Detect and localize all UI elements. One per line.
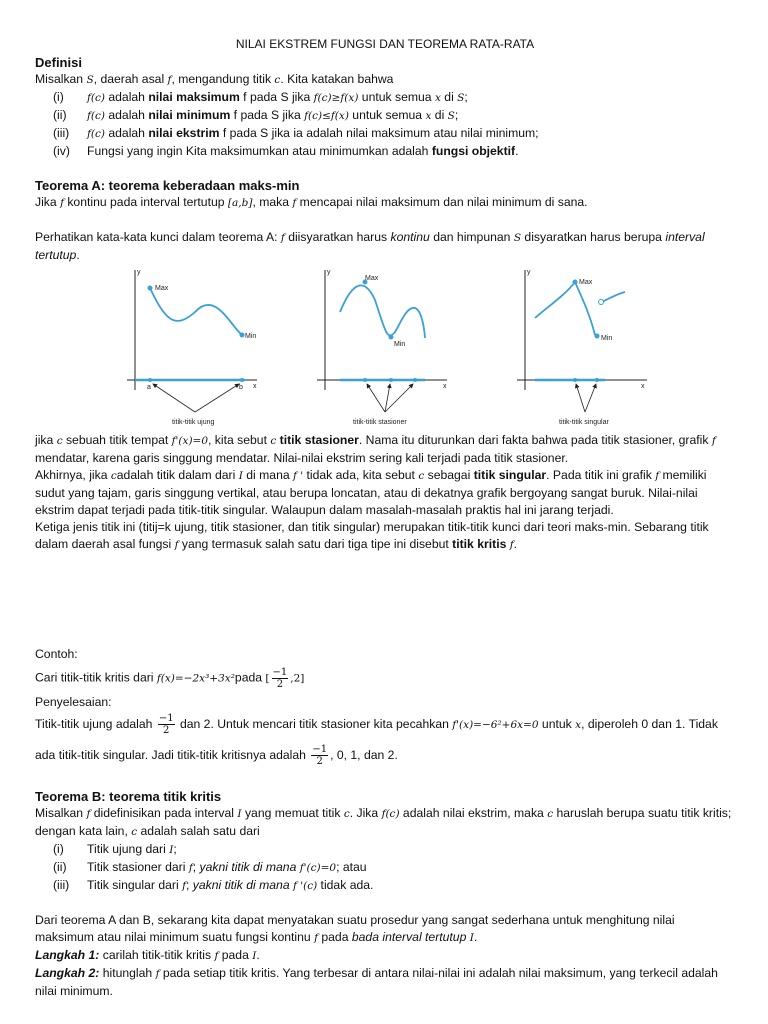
label-min: Min (601, 335, 613, 342)
min-point (595, 334, 600, 339)
contoh-question: Cari titik-titik kritis dari f(x)=−2x³+3x²pada [ $\frac{-1}{2}$ ,2] (35, 667, 305, 690)
max-point (573, 280, 578, 285)
graphs-svg (35, 270, 735, 430)
teorema-b-item: (iii) Titik singular dari f; yakni titik di mana f '(c) tidak ada. (53, 878, 374, 892)
label-x: x (641, 383, 645, 390)
label-x: x (443, 383, 447, 390)
caption-endpoints: titik-titik ujung (172, 419, 215, 426)
teorema-b-item: (i) Titik ujung dari I; (53, 842, 177, 856)
fraction: $\frac{-1}{2}$ (158, 713, 174, 737)
penyelesaian-label: Penyelesaian: (35, 695, 112, 709)
teorema-a-text: Jika f kontinu pada interval tertutup [a,b], maka f mencapai nilai maksimum dan nilai minimum di sana. (35, 195, 588, 209)
paragraph-stationary: jika c sebuah titik tempat f'(x)=0, kita sebut c titik stasioner. Nama itu diturunkan dari fakta bahwa pada titik stasioner, grafik f mendatar, karena garis singgung mendatar. Nilai-nilai ekstrim sering kali terjadi pada titik stasioner. (35, 433, 716, 465)
label-min: Min (394, 341, 406, 348)
paragraph-singular: Akhirnya, jika cadalah titik dalam dari I di mana f ' tidak ada, kita sebut c sebagai titik singular. Pada titik ini grafik f memiliki sudut yang tajam, garis singgung vertikal, atau berupa loncatan, atau di dekatnya grafik bergoyang sangat buruk. Nilai-nilai ekstrim dapat terjadi pada titik-titik singular. Walaupun dalam masalah-masalah praktis hal ini jarang terjadi. (35, 468, 707, 517)
fraction: $\frac{-1}{2}$ (272, 667, 288, 690)
label-y: y (137, 270, 141, 276)
label-y: y (327, 270, 331, 276)
definisi-item: (i) f(c) adalah nilai maksimum f pada S jika f(c)≥f(x) untuk semua x di S; (53, 90, 468, 104)
langkah-2: Langkah 2: hitunglah f pada setiap titik kritis. Yang terbesar di antara nilai-nilai ini adalah nilai maksimum, yang terkecil adalah nilai minimum. (35, 966, 718, 998)
closing-paragraph: Dari teorema A dan B, sekarang kita dapat menyatakan suatu prosedur yang sangat sederhana untuk menghitung nilai maksimum atau nilai minimum suatu fungsi kontinu f pada bada interval tertutup I. (35, 913, 675, 944)
curve (340, 285, 425, 338)
definisi-item: (iii) f(c) adalah nilai ekstrim f pada S jika ia adalah nilai maksimum atau nilai minimum; (53, 126, 539, 140)
definisi-list (35, 89, 735, 160)
teorema-b-text: Misalkan f didefinisikan pada interval I yang memuat titik c. Jika f(c) adalah nilai ekstrim, maka c haruslah berupa suatu titik kritis; dengan kata lain, c adalah salah satu dari (35, 806, 732, 838)
caption-singular: titik-titik singular (559, 419, 609, 426)
document-title: NILAI EKSTREM FUNGSI DAN TEOREMA RATA-RATA (235, 37, 535, 51)
definisi-intro: Misalkan S, daerah asal f, mengandung titik c. Kita katakan bahwa (35, 72, 394, 86)
teorema-b-heading: Teorema B: teorema titik kritis (35, 789, 222, 804)
label-a: a (147, 384, 151, 391)
document-page (35, 36, 735, 1000)
label-x: x (253, 383, 257, 390)
paragraph-critical: Ketiga jenis titik ini (titij=k ujung, titik stasioner, dan titik singular) merupakan titik-titik kunci dari teori maks-min. Sebarang titik dalam daerah asal fungsi f yang termasuk salah satu dari tiga tipe ini disebut titik kritis f. (35, 520, 709, 551)
teorema-b-list (35, 841, 735, 895)
label-b: b (239, 384, 243, 391)
langkah-1: Langkah 1: carilah titik-titik kritis f pada I. (35, 948, 260, 962)
label-max: Max (365, 275, 379, 282)
graph-endpoints (127, 270, 257, 426)
label-max: Max (155, 285, 169, 292)
contoh-label: Contoh: (35, 647, 78, 661)
definisi-item: (iv) Fungsi yang ingin Kita maksimumkan atau minimumkan adalah fungsi objektif. (53, 144, 519, 158)
figure-critical-points (35, 270, 735, 430)
endpoint-a (148, 378, 152, 382)
endpoint-b (240, 378, 244, 382)
fraction: $\frac{-1}{2}$ (312, 744, 328, 768)
min-point (389, 335, 394, 340)
teorema-a-note: Perhatikan kata-kata kunci dalam teorema A: f diisyaratkan harus kontinu dan himpunan S disyaratkan harus berupa interval tertutup. (35, 230, 705, 262)
graph-singular (517, 270, 647, 426)
contoh-solution: Titik-titik ujung adalah $\frac{-1}{2}$ dan 2. Untuk mencari titik stasioner kita pecahkan f'(x)=−6²+6x=0 untuk x, diperoleh 0 dan 1. Tidak ada titik-titik singular. Jadi titik-titik kritisnya adalah $\frac{-1}{2}$ , 0, 1, dan 2. (35, 713, 718, 768)
definisi-item: (ii) f(c) adalah nilai minimum f pada S jika f(c)≤f(x) untuk semua x di S; (53, 108, 459, 122)
teorema-b-item: (ii) Titik stasioner dari f; yakni titik di mana f'(c)=0; atau (53, 860, 367, 874)
min-point (240, 333, 245, 338)
max-point (148, 286, 153, 291)
curve (150, 288, 242, 335)
definisi-heading: Definisi (35, 55, 82, 70)
curve (535, 282, 595, 335)
caption-stationary: titik-titik stasioner (353, 419, 407, 426)
teorema-a-heading: Teorema A: teorema keberadaan maks-min (35, 178, 300, 193)
graph-stationary (317, 270, 447, 426)
label-min: Min (245, 333, 257, 340)
label-y: y (527, 270, 531, 276)
label-max: Max (579, 279, 593, 286)
